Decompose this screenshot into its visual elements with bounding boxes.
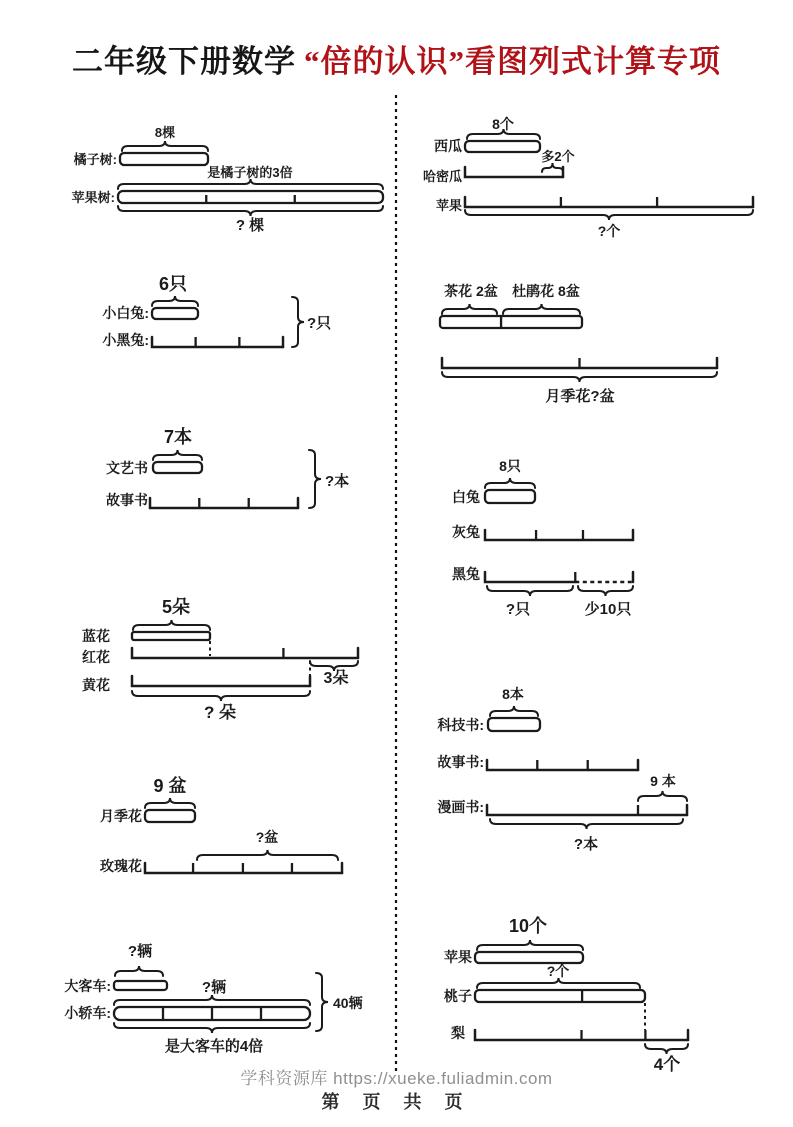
orange-apple-trees-orange-tree-bar	[120, 153, 208, 165]
flower-pots-pots-top-bar	[440, 316, 582, 328]
flowers-blue-flower-bar	[132, 632, 210, 640]
footer-page-label: 第 页 共 页	[321, 1092, 472, 1112]
vehicles-count-q-liang-bus: ?辆	[127, 943, 153, 960]
vehicles-brace-total	[316, 973, 328, 1031]
roses-count-9pen: 9 盆	[153, 776, 187, 796]
melons-count-more-2: 多2个	[541, 149, 575, 164]
melons-count-q-ge: ?个	[597, 223, 621, 239]
orange-apple-trees-label-orange-tree: 橘子树:	[73, 152, 117, 167]
rabbits-right-brace-8zhi	[485, 478, 535, 488]
rabbits-right-label-black-rabbit: 黑兔	[452, 566, 480, 582]
rabbits-right-white-rabbit-bar	[485, 490, 535, 503]
vehicles-label-bus: 大客车:	[64, 978, 111, 994]
diagram-books-right	[437, 686, 687, 853]
fruit-peach-bar	[475, 990, 645, 1002]
roses-brace-q-pen	[197, 850, 338, 860]
diagram-flower-pots	[440, 283, 717, 405]
books-right-comic-book-bar	[487, 805, 687, 815]
melons-label-watermelon: 西瓜	[434, 138, 462, 154]
books-left-label-art-book: 文艺书	[106, 460, 148, 476]
orange-apple-trees-times-note: 是橘子树的3倍	[207, 165, 293, 180]
small-rabbits-black-rabbit-bar	[152, 337, 283, 347]
rabbits-right-label-white-rabbit: 白兔	[452, 489, 480, 505]
vehicles-label-car: 小轿车:	[64, 1005, 111, 1021]
melons-label-apple: 苹果	[435, 198, 462, 213]
rabbits-right-gray-rabbit-bar	[485, 530, 633, 540]
diagram-small-rabbits	[102, 274, 331, 348]
vehicles-count-40liang: 40辆	[333, 995, 363, 1011]
fruit-count-4ge: 4个	[653, 1055, 681, 1074]
books-left-brace-total	[309, 450, 321, 508]
melons-brace-more-2	[542, 163, 563, 172]
fruit-apple-bar	[475, 952, 583, 963]
flower-pots-brace-total	[442, 372, 717, 382]
flowers-brace-5duo	[133, 620, 210, 630]
flowers-label-blue-flower: 蓝花	[82, 628, 110, 644]
small-rabbits-label-black-rabbit: 小黑兔:	[102, 332, 149, 348]
fruit-brace-10ge	[477, 940, 583, 950]
small-rabbits-count-q-zhi: ?只	[307, 315, 332, 332]
orange-apple-trees-count-q-ke: ? 棵	[235, 217, 265, 234]
roses-count-q-pen: ?盆	[255, 829, 279, 845]
small-rabbits-brace-total	[292, 297, 304, 347]
books-right-brace-9ben	[638, 791, 687, 801]
books-right-brace-8ben	[490, 706, 538, 716]
flowers-yellow-flower-bar	[132, 676, 310, 686]
vehicles-brace-car	[114, 995, 310, 1005]
flower-pots-monthly-rose-bar	[442, 358, 717, 368]
flower-pots-count-rose-7pen: 月季花?盆	[545, 388, 615, 405]
rabbits-right-black-rabbit-bar	[485, 572, 633, 582]
orange-apple-trees-brace-question	[118, 206, 383, 216]
flower-pots-brace-camellia	[442, 304, 497, 314]
flower-pots-label-camellia: 茶花 2盆	[444, 283, 498, 299]
diagram-flowers	[82, 596, 358, 722]
orange-apple-trees-label-apple-tree: 苹果树:	[71, 190, 115, 205]
books-right-label-comic-book: 漫画书:	[437, 799, 484, 815]
rabbits-right-count-q-zhi: ?只	[505, 601, 531, 618]
fruit-brace-q-ge	[477, 978, 640, 988]
books-left-count-7ben: 7本	[163, 427, 193, 447]
vehicles-car-bar	[114, 1007, 310, 1020]
small-rabbits-count-6zhi: 6只	[158, 274, 188, 294]
diagram-books-left	[106, 426, 349, 508]
vehicles-bus-bar	[114, 981, 167, 990]
orange-apple-trees-brace-8ke	[122, 141, 208, 151]
books-right-story-book-bar	[487, 760, 638, 770]
roses-monthly-rose-bar	[145, 810, 195, 822]
fruit-brace-4ge	[645, 1044, 688, 1054]
title-black-part: 二年级下册数学	[72, 44, 296, 79]
melons-label-hami-melon: 哈密瓜	[422, 169, 462, 184]
books-right-brace-q-ben	[490, 819, 683, 829]
books-right-science-book-bar	[488, 718, 540, 731]
vehicles-brace-bus	[115, 966, 163, 976]
flowers-red-flower-bar	[132, 648, 358, 658]
rabbits-right-count-8zhi: 8只	[499, 458, 521, 474]
books-right-count-q-ben: ?本	[573, 836, 599, 853]
fruit-label-peach: 桃子	[444, 988, 472, 1004]
rabbits-right-brace-less-10	[578, 586, 633, 596]
fruit-count-q-ge: ?个	[546, 963, 570, 979]
fruit-count-10ge: 10个	[508, 916, 548, 936]
orange-apple-trees-brace-3x	[118, 179, 383, 189]
vehicles-times-note: 是大客车的4倍	[164, 1038, 264, 1055]
diagram-roses	[99, 775, 342, 874]
diagram-vehicles	[64, 942, 362, 1055]
title-red-part: “倍的认识”看图列式计算专项	[304, 44, 721, 79]
orange-apple-trees-count-8ke: 8棵	[154, 125, 176, 140]
roses-rose-bar	[145, 863, 342, 873]
flower-pots-brace-azalea	[503, 304, 580, 314]
flowers-count-5duo: 5朵	[161, 597, 191, 617]
melons-brace-q-ge	[465, 210, 753, 220]
vehicles-brace-4x	[114, 1023, 310, 1033]
diagram-orange-apple-trees	[72, 125, 383, 234]
diagram-rabbits-right	[452, 458, 633, 618]
fruit-label-apple: 苹果	[444, 949, 472, 965]
vehicles-count-q-liang-car: ?辆	[201, 979, 227, 996]
roses-label-rose: 玫瑰花	[100, 858, 142, 874]
small-rabbits-label-white-rabbit: 小白兔:	[102, 305, 149, 321]
books-left-brace-7ben	[153, 450, 202, 460]
melons-brace-8ge	[467, 129, 540, 139]
small-rabbits-brace-6zhi	[152, 296, 198, 306]
flowers-brace-q-duo	[132, 691, 310, 701]
rabbits-right-label-gray-rabbit: 灰兔	[452, 524, 480, 540]
books-left-label-story-book: 故事书	[106, 492, 148, 508]
diagram-fruit	[444, 915, 688, 1074]
books-right-count-8ben: 8本	[502, 686, 524, 702]
flowers-label-red-flower: 红花	[82, 649, 110, 665]
fruit-label-pear: 梨	[451, 1025, 465, 1041]
books-right-label-story-book: 故事书:	[437, 754, 484, 770]
books-left-art-book-bar	[153, 462, 202, 473]
flower-pots-label-azalea: 杜鹃花 8盆	[512, 283, 580, 299]
melons-watermelon-bar	[465, 141, 540, 152]
flowers-count-q-duo: ? 朵	[203, 703, 237, 722]
rabbits-right-count-less-10: 少10只	[584, 601, 632, 618]
rabbits-right-brace-q-zhi	[487, 586, 573, 596]
flowers-label-yellow-flower: 黄花	[82, 677, 110, 693]
roses-label-monthly-rose: 月季花	[100, 808, 142, 824]
books-left-count-q-ben: ?本	[325, 473, 350, 490]
diagram-melons	[423, 116, 753, 239]
books-right-count-9ben: 9 本	[650, 773, 676, 789]
books-right-label-science-book: 科技书:	[437, 717, 484, 733]
orange-apple-trees-apple-tree-bar	[118, 191, 383, 203]
footer-source: 学科资源库 https://xueke.fuliadmin.com	[240, 1069, 553, 1088]
flowers-count-3duo: 3朵	[323, 670, 349, 687]
books-left-story-book-bar	[150, 498, 298, 508]
fruit-pear-bar	[475, 1030, 688, 1040]
roses-brace-9pen	[145, 798, 195, 808]
small-rabbits-white-rabbit-bar	[152, 308, 198, 319]
melons-apple-bar	[465, 197, 753, 207]
melons-count-8ge: 8个	[492, 116, 514, 132]
